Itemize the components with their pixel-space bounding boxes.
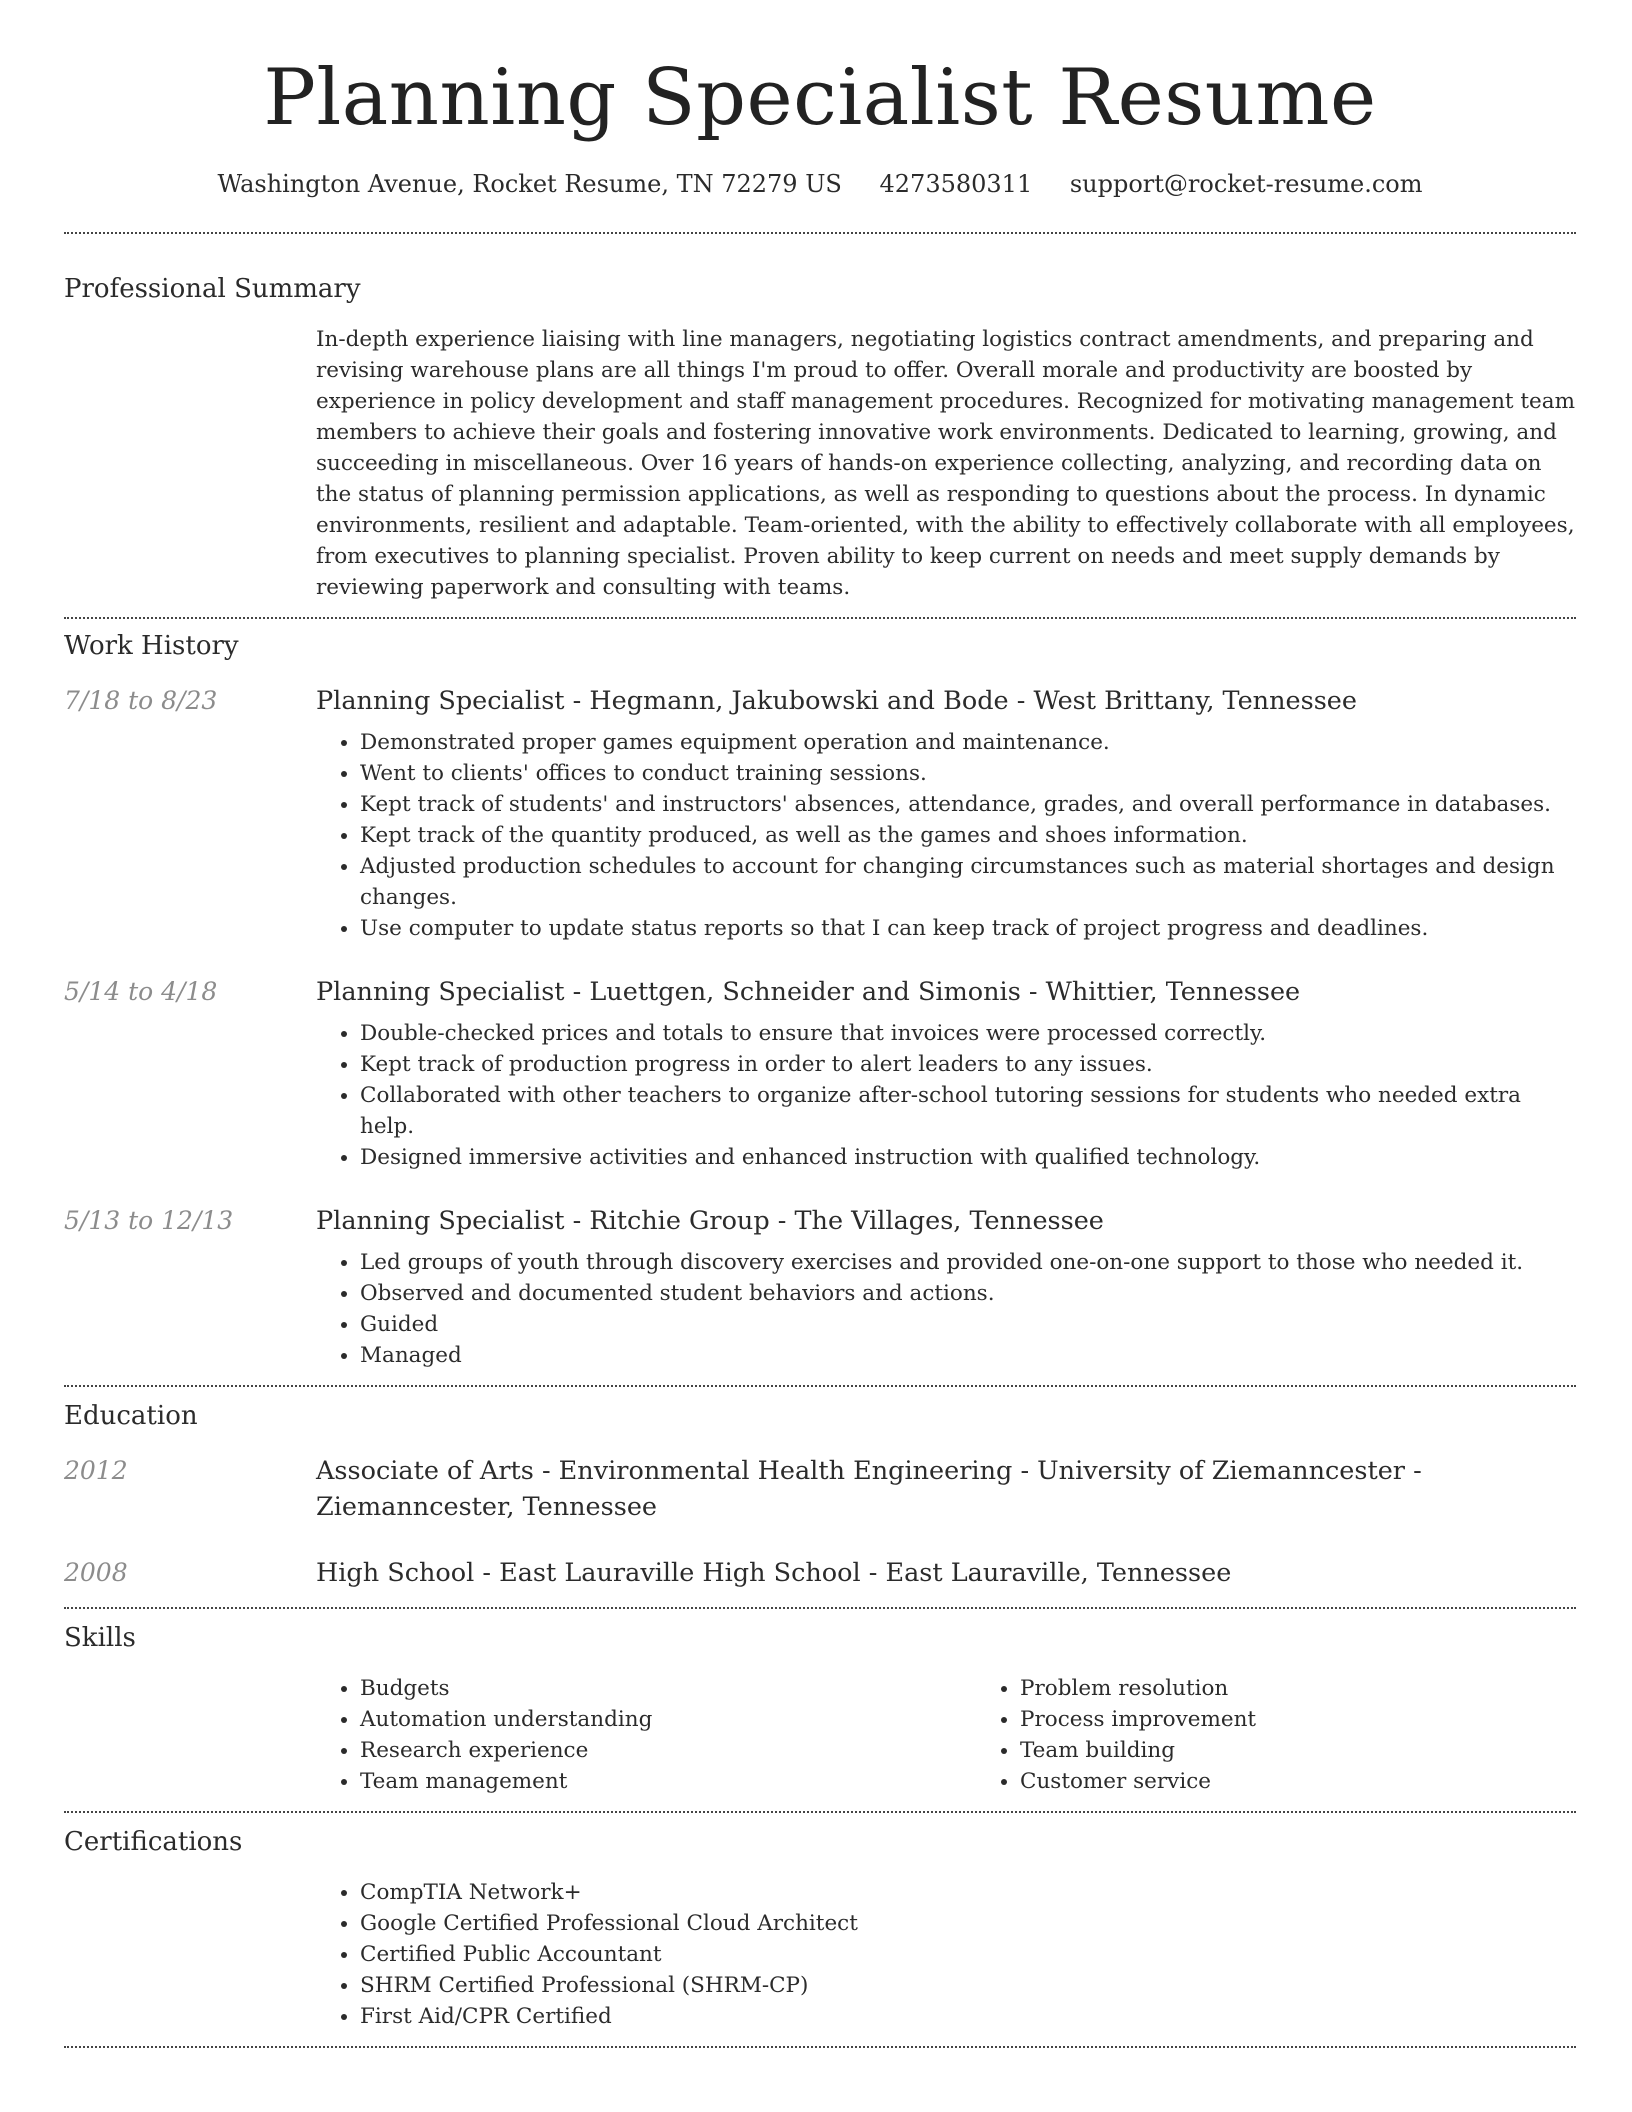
summary-text: In-depth experience liaising with line managers, negotiating logistics contract amendments, and preparing and revising warehouse plans are all things I'm proud to offer. Overall morale and productivity are boosted by experience in policy development and staff management procedures. Recognized for motivating management team members to achieve their goals and fostering innovative work environments. Dedicated to learning, growing, and succeeding in miscellaneous. Over 16 years of hands-on experience collecting, analyzing, and recording data on the status of planning permission applications, as well as responding to questions about the process. In dynamic environments, resilient and adaptable. Team-oriented, with the ability to effectively collaborate with all employees, from executives to planning specialist. Proven ability to keep current on needs and meet supply demands by reviewing paperwork and consulting with teams.: [316, 327, 1575, 600]
job-dates: 5/13 to 12/13: [64, 1206, 234, 1235]
divider: [64, 232, 1576, 234]
divider: [64, 1385, 1576, 1387]
skill-item: • Research experience: [360, 1735, 976, 1766]
skill-item: • Customer service: [1020, 1766, 1576, 1797]
divider: [64, 2046, 1576, 2048]
skill-item: • Problem resolution: [1020, 1673, 1576, 1704]
certifications-section: [64, 1825, 1576, 2032]
job-bullets: [316, 1247, 1576, 1371]
job-bullet: • Collaborated with other teachers to organize after-school tutoring sessions for students who needed extra help.: [360, 1080, 1576, 1142]
education-year: 2012: [64, 1456, 128, 1485]
job-bullet: • Guided: [360, 1309, 1576, 1340]
resume-page: [64, 0, 1576, 2048]
job-title: Planning Specialist - Hegmann, Jakubowski and Bode - West Brittany, Tennessee: [316, 686, 1357, 716]
job-bullet: • Kept track of production progress in order to alert leaders to any issues.: [360, 1049, 1576, 1080]
job-dates: 7/18 to 8/23: [64, 686, 218, 715]
certifications-list: [316, 1877, 1576, 2032]
skill-item: • Team building: [1020, 1735, 1576, 1766]
job-bullet: • Kept track of students' and instructors' absences, attendance, grades, and overall performance in databases.: [360, 789, 1576, 820]
education-entry: [64, 1555, 1576, 1591]
job-bullets: [316, 727, 1576, 944]
section-heading-education: Education: [64, 1401, 198, 1431]
education-year: 2008: [64, 1558, 128, 1587]
summary-section: [64, 272, 1576, 603]
certification-item: • Certified Public Accountant: [360, 1939, 1576, 1970]
job-bullet: • Observed and documented student behaviors and actions.: [360, 1278, 1576, 1309]
section-heading-work-history: Work History: [64, 631, 239, 661]
education-text: High School - East Lauraville High School - East Lauraville, Tennessee: [316, 1558, 1232, 1588]
job-bullets: [316, 1018, 1576, 1173]
job-dates: 5/14 to 4/18: [64, 977, 218, 1006]
contact-address: Washington Avenue, Rocket Resume, TN 72279 US: [217, 170, 842, 198]
contact-phone: 4273580311: [879, 170, 1033, 198]
skills-list-right: [976, 1673, 1576, 1797]
skill-item: • Team management: [360, 1766, 976, 1797]
section-heading-summary: Professional Summary: [64, 274, 361, 304]
section-heading-certifications: Certifications: [64, 1827, 243, 1857]
education-text: Associate of Arts - Environmental Health Engineering - University of Ziemanncester - Ziemanncester, Tennessee: [316, 1456, 1422, 1522]
job-title: Planning Specialist - Luettgen, Schneider and Simonis - Whittier, Tennessee: [316, 977, 1301, 1007]
job-bullet: • Designed immersive activities and enhanced instruction with qualified technology.: [360, 1142, 1576, 1173]
contact-line: [64, 168, 1576, 200]
section-heading-skills: Skills: [64, 1623, 136, 1653]
certification-item: • First Aid/CPR Certified: [360, 2001, 1576, 2032]
job-title: Planning Specialist - Ritchie Group - The Villages, Tennessee: [316, 1206, 1104, 1236]
job-bullet: • Adjusted production schedules to account for changing circumstances such as material shortages and design changes.: [360, 851, 1576, 913]
page-title: Planning Specialist Resume: [263, 53, 1377, 143]
divider: [64, 617, 1576, 619]
job-bullet: • Managed: [360, 1340, 1576, 1371]
education-section: [64, 1399, 1576, 1591]
job-bullet: • Double-checked prices and totals to ensure that invoices were processed correctly.: [360, 1018, 1576, 1049]
skill-item: • Budgets: [360, 1673, 976, 1704]
skills-list-left: [316, 1673, 976, 1797]
contact-email: support@rocket-resume.com: [1069, 170, 1423, 198]
job-bullet: • Went to clients' offices to conduct training sessions.: [360, 758, 1576, 789]
certification-item: • CompTIA Network+: [360, 1877, 1576, 1908]
job-bullet: • Demonstrated proper games equipment operation and maintenance.: [360, 727, 1576, 758]
job-entry: [64, 1203, 1576, 1371]
skill-item: • Automation understanding: [360, 1704, 976, 1735]
job-bullet: • Use computer to update status reports so that I can keep track of project progress and deadlines.: [360, 913, 1576, 944]
skill-item: • Process improvement: [1020, 1704, 1576, 1735]
skills-section: [64, 1621, 1576, 1797]
divider: [64, 1607, 1576, 1609]
job-entry: [64, 683, 1576, 944]
divider: [64, 1811, 1576, 1813]
job-bullet: • Led groups of youth through discovery exercises and provided one-on-one support to those who needed it.: [360, 1247, 1576, 1278]
education-entry: [64, 1453, 1576, 1525]
job-entry: [64, 974, 1576, 1173]
certification-item: • Google Certified Professional Cloud Architect: [360, 1908, 1576, 1939]
certification-item: • SHRM Certified Professional (SHRM-CP): [360, 1970, 1576, 2001]
work-history-section: [64, 629, 1576, 1371]
job-bullet: • Kept track of the quantity produced, as well as the games and shoes information.: [360, 820, 1576, 851]
